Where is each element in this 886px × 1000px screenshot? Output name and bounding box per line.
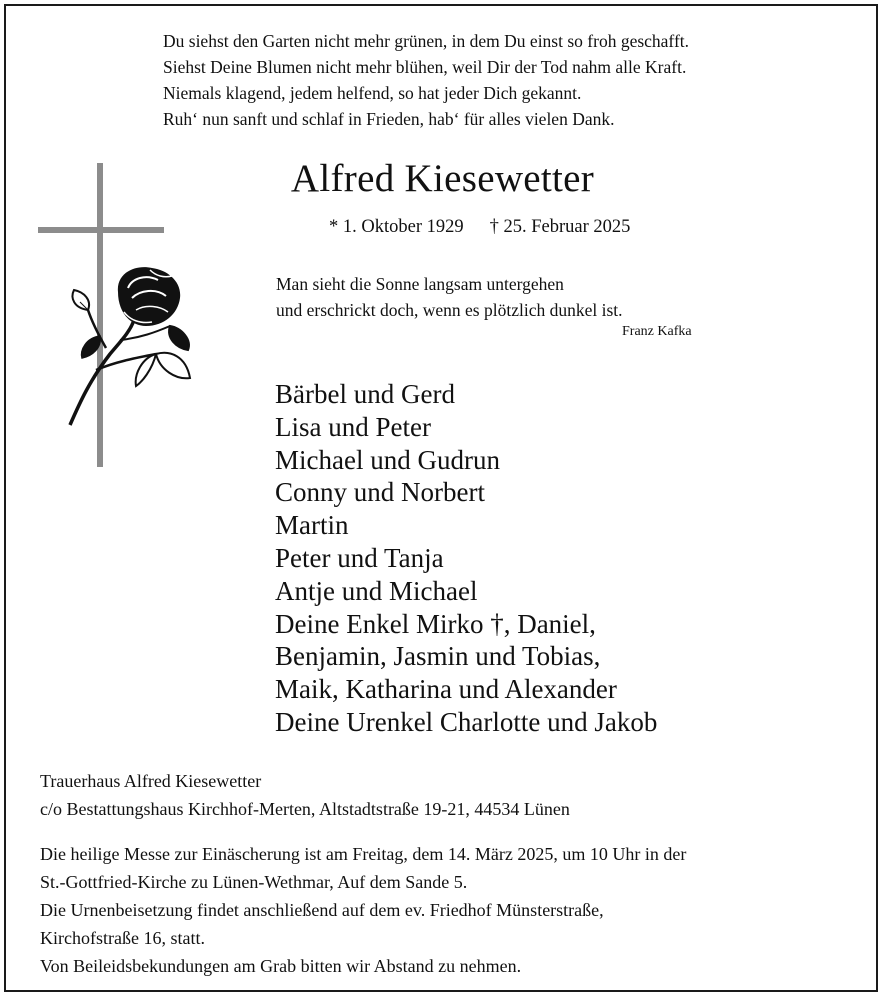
life-dates xyxy=(329,214,630,240)
ceremony-line: St.-Gottfried-Kirche zu Lünen-Wethmar, Auf dem Sande 5. xyxy=(40,872,468,892)
quote-author: Franz Kafka xyxy=(622,324,692,339)
mourner-line: Deine Urenkel Charlotte und Jakob xyxy=(275,706,658,737)
mourner-line: Conny und Norbert xyxy=(275,477,485,508)
poem xyxy=(163,28,689,132)
mourner-line: Michael und Gudrun xyxy=(275,444,500,475)
mourning-house-line: Trauerhaus Alfred Kiesewetter xyxy=(40,771,262,791)
rose-icon xyxy=(60,262,195,430)
quote xyxy=(276,271,623,323)
mourner-line: Antje und Michael xyxy=(275,575,478,606)
mourner-line: Benjamin, Jasmin und Tobias, xyxy=(275,641,601,672)
poem-line: Siehst Deine Blumen nicht mehr blühen, weil Dir der Tod nahm alle Kraft. xyxy=(163,57,687,77)
mourning-house-address: c/o Bestattungshaus Kirchhof-Merten, Altstadtstraße 19-21, 44534 Lünen xyxy=(40,799,570,819)
mourning-house xyxy=(40,767,570,823)
poem-line: Du siehst den Garten nicht mehr grünen, in dem Du einst so froh geschafft. xyxy=(163,31,690,51)
deceased-name: Alfred Kiesewetter xyxy=(290,157,595,200)
mourner-line: Maik, Katharina und Alexander xyxy=(275,674,617,705)
poem-line: Niemals klagend, jedem helfend, so hat jeder Dich gekannt. xyxy=(163,83,582,103)
ceremony-line: Die Urnenbeisetzung findet anschließend auf dem ev. Friedhof Münsterstraße, xyxy=(40,900,604,920)
mourner-line: Lisa und Peter xyxy=(275,411,431,442)
mourner-line: Bärbel und Gerd xyxy=(275,379,455,409)
mourners-list xyxy=(275,378,657,739)
ceremony-line: Kirchofstraße 16, statt. xyxy=(40,928,205,948)
quote-line: und erschrickt doch, wenn es plötzlich dunkel ist. xyxy=(276,300,623,320)
ceremony-line: Die heilige Messe zur Einäscherung ist am Freitag, dem 14. März 2025, um 10 Uhr in der xyxy=(40,844,687,864)
ceremony-line: Von Beileidsbekundungen am Grab bitten wir Abstand zu nehmen. xyxy=(40,956,522,976)
mourner-line: Deine Enkel Mirko †, Daniel, xyxy=(275,608,596,639)
mourner-line: Martin xyxy=(275,510,349,541)
quote-line: Man sieht die Sonne langsam untergehen xyxy=(276,274,564,294)
death-date: † 25. Februar 2025 xyxy=(489,217,631,237)
mourner-line: Peter und Tanja xyxy=(275,542,444,573)
poem-line: Ruh‘ nun sanft und schlaf in Frieden, hab‘ für alles vielen Dank. xyxy=(163,109,615,129)
birth-date: * 1. Oktober 1929 xyxy=(329,217,464,237)
cross-icon-bar xyxy=(38,227,164,233)
ceremony-info xyxy=(40,840,686,980)
